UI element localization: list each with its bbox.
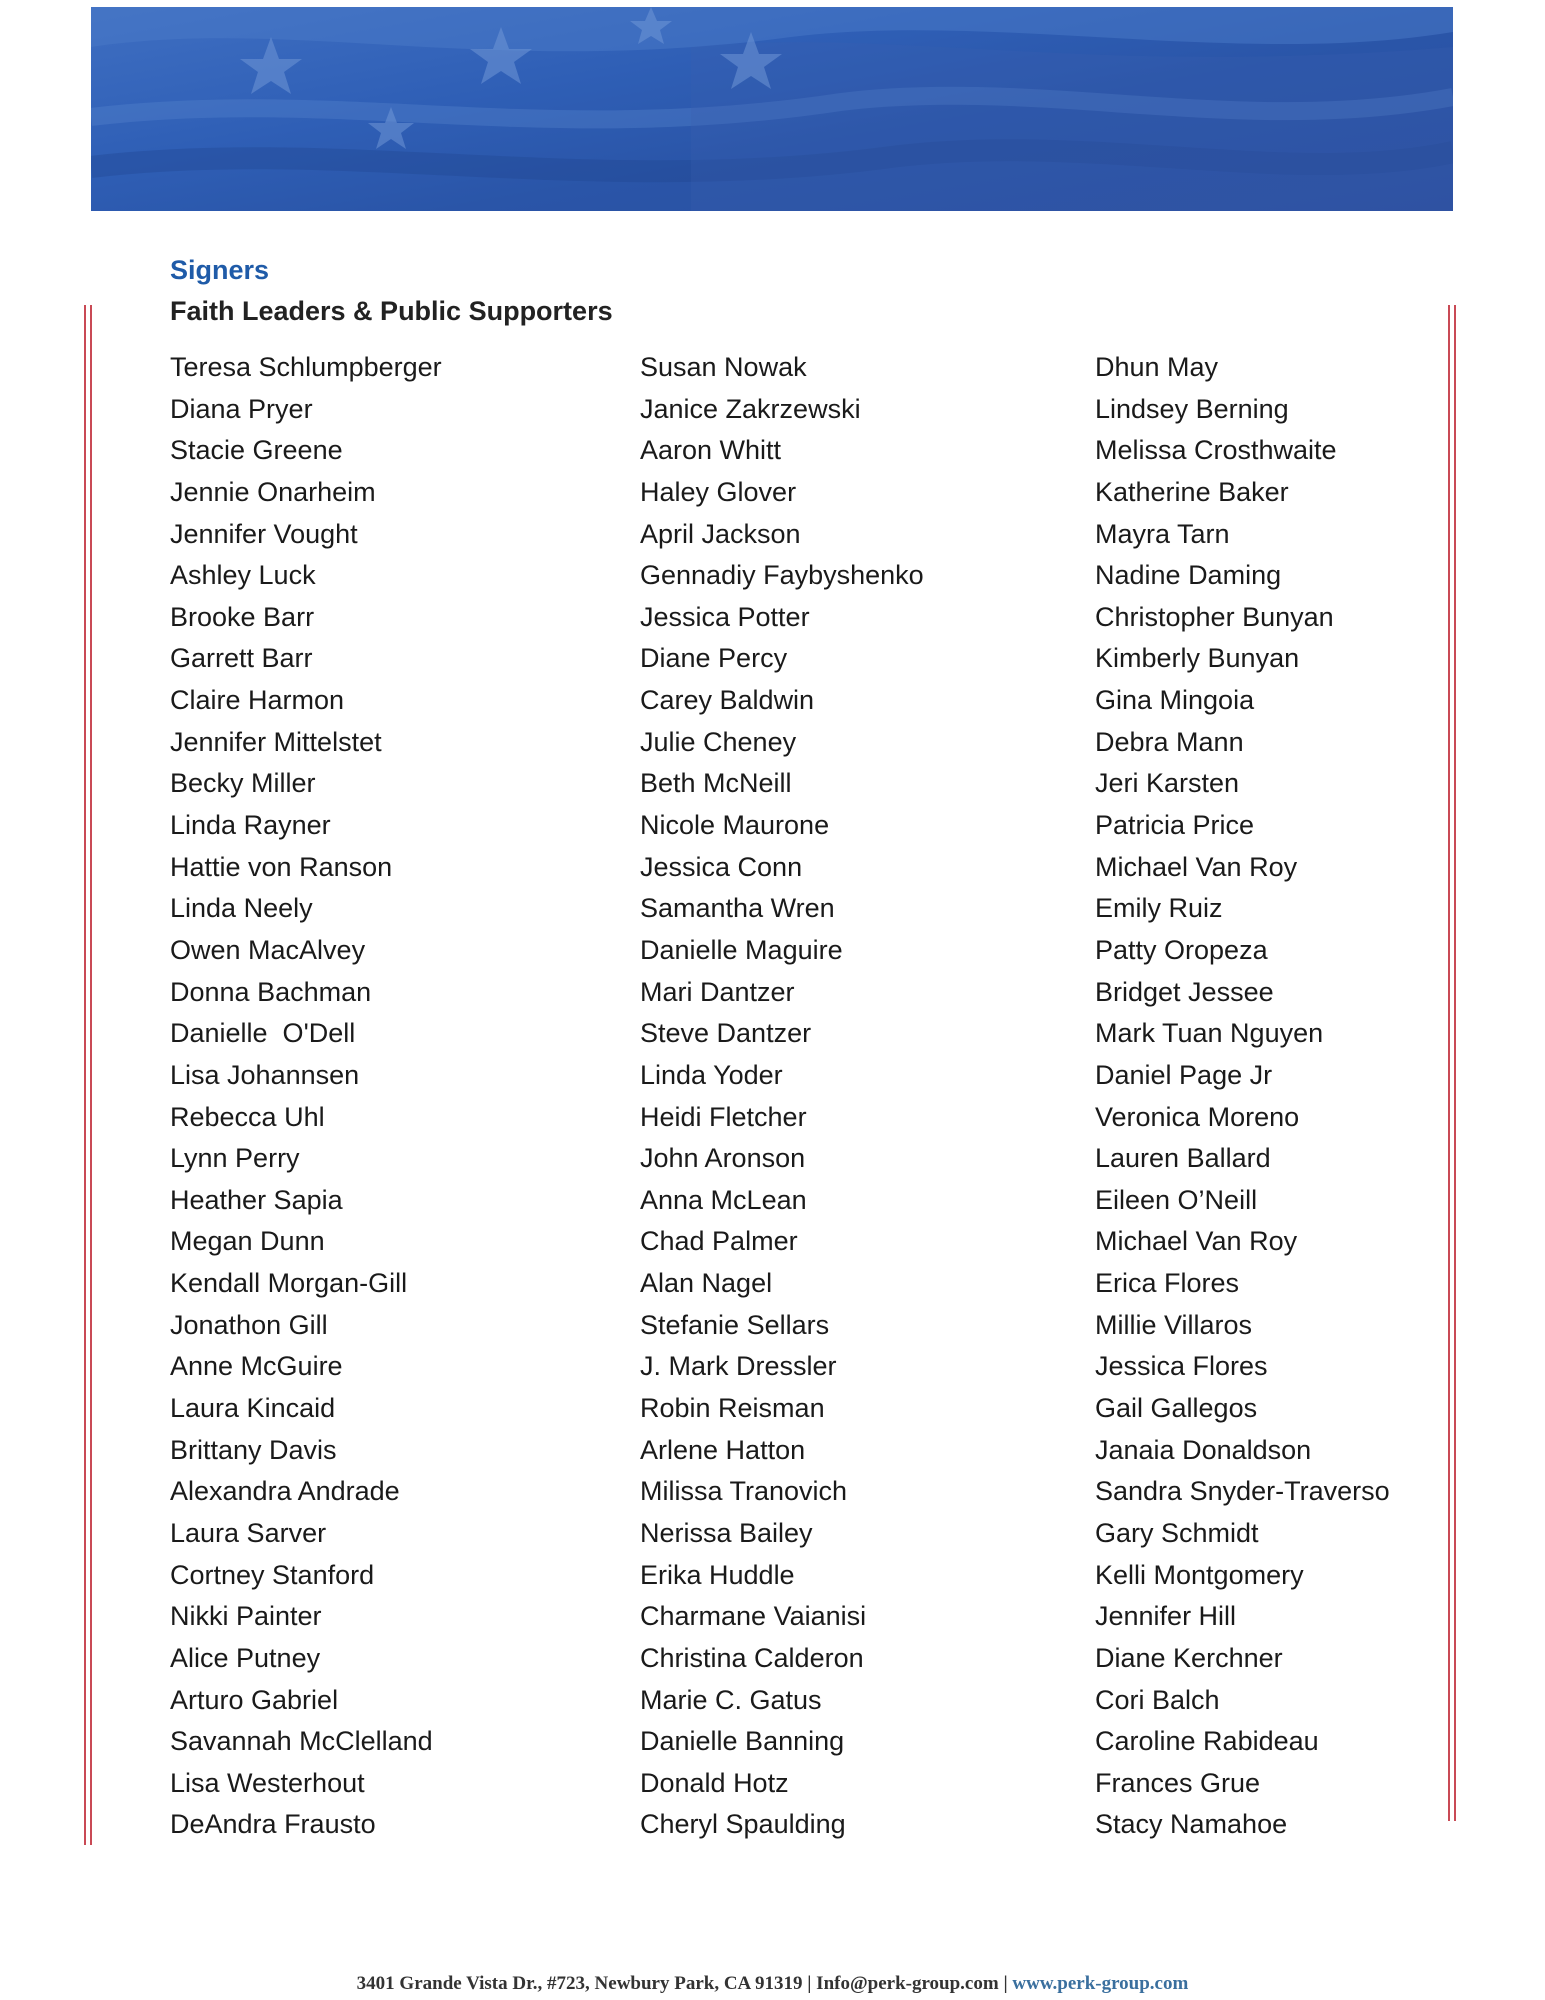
- signer-name: Savannah McClelland: [170, 1726, 433, 1757]
- signer-name: Cortney Stanford: [170, 1559, 375, 1590]
- signer-name: J. Mark Dressler: [640, 1351, 837, 1382]
- flag-image: [91, 7, 1453, 211]
- signer-name: Jessica Potter: [640, 601, 810, 632]
- signer-name: Mayra Tarn: [1095, 518, 1230, 549]
- section-subtitle: Faith Leaders & Public Supporters: [170, 296, 613, 326]
- signer-name: Cheryl Spaulding: [640, 1809, 846, 1840]
- signer-name: Arlene Hatton: [640, 1434, 806, 1465]
- signer-name: DeAndra Frausto: [170, 1809, 376, 1840]
- signer-name: Brittany Davis: [170, 1434, 337, 1465]
- signer-name: Diane Kerchner: [1095, 1642, 1283, 1673]
- signer-name: Lisa Johannsen: [170, 1059, 360, 1090]
- signer-name: Stacie Greene: [170, 435, 343, 466]
- signers-column-1: [170, 347, 442, 1846]
- signer-name: Gary Schmidt: [1095, 1517, 1259, 1548]
- signer-name: Michael Van Roy: [1095, 1226, 1298, 1257]
- signer-name: Hattie von Ranson: [170, 851, 393, 882]
- signer-name: Garrett Barr: [170, 643, 313, 674]
- signer-name: Anne McGuire: [170, 1351, 343, 1382]
- signer-name: Aaron Whitt: [640, 435, 782, 466]
- signer-name: Jeri Karsten: [1095, 768, 1240, 799]
- signer-name: Katherine Baker: [1095, 476, 1289, 507]
- signer-name: Marie C. Gatus: [640, 1684, 822, 1715]
- signer-name: Melissa Crosthwaite: [1095, 435, 1337, 466]
- signer-name: Stacy Namahoe: [1095, 1809, 1288, 1840]
- footer-email[interactable]: Info@perk-group.com: [816, 1973, 999, 1994]
- signer-name: Lynn Perry: [170, 1143, 300, 1174]
- signer-name: Steve Dantzer: [640, 1018, 812, 1049]
- signer-name: Lindsey Berning: [1095, 393, 1289, 424]
- signer-name: Alan Nagel: [640, 1268, 773, 1299]
- signer-name: Laura Kincaid: [170, 1393, 336, 1424]
- signer-name: Linda Rayner: [170, 810, 331, 841]
- signers-column-2: [640, 347, 924, 1846]
- footer-separator: |: [802, 1973, 817, 1994]
- signer-name: Charmane Vaianisi: [640, 1601, 867, 1632]
- signer-name: Jennifer Hill: [1095, 1601, 1237, 1632]
- signer-name: Beth McNeill: [640, 768, 792, 799]
- signer-name: Debra Mann: [1095, 726, 1244, 757]
- signer-name: Patty Oropeza: [1095, 934, 1268, 965]
- signer-name: Frances Grue: [1095, 1767, 1261, 1798]
- signer-name: John Aronson: [640, 1143, 806, 1174]
- signer-name: April Jackson: [640, 518, 801, 549]
- signer-name: Janice Zakrzewski: [640, 393, 861, 424]
- signer-name: Arturo Gabriel: [170, 1684, 339, 1715]
- signer-name: Sandra Snyder-Traverso: [1095, 1476, 1390, 1507]
- signer-name: Jennifer Vought: [170, 518, 358, 549]
- signer-name: Bridget Jessee: [1095, 976, 1274, 1007]
- signer-name: Gina Mingoia: [1095, 685, 1255, 716]
- right-border-rule: [1448, 305, 1456, 1821]
- signer-name: Danielle O'Dell: [170, 1018, 356, 1049]
- signer-name: Haley Glover: [640, 476, 797, 507]
- signer-name: Kelli Montgomery: [1095, 1559, 1304, 1590]
- signer-name: Susan Nowak: [640, 352, 807, 382]
- signer-name: Jonathon Gill: [170, 1309, 328, 1340]
- signer-name: Donald Hotz: [640, 1767, 789, 1798]
- signer-name: Alexandra Andrade: [170, 1476, 400, 1507]
- signer-name: Linda Yoder: [640, 1059, 783, 1090]
- signer-name: Brooke Barr: [170, 601, 315, 632]
- signer-name: Heidi Fletcher: [640, 1101, 807, 1132]
- signer-name: Samantha Wren: [640, 893, 835, 924]
- signer-name: Heather Sapia: [170, 1184, 343, 1215]
- signer-name: Eileen O’Neill: [1095, 1184, 1258, 1215]
- signer-name: Janaia Donaldson: [1095, 1434, 1312, 1465]
- signer-name: Nicole Maurone: [640, 810, 830, 841]
- signer-name: Donna Bachman: [170, 976, 372, 1007]
- signer-name: Patricia Price: [1095, 810, 1255, 841]
- signer-name: Christopher Bunyan: [1095, 601, 1334, 632]
- signer-name: Lauren Ballard: [1095, 1143, 1271, 1174]
- signer-name: Millie Villaros: [1095, 1309, 1253, 1340]
- signer-name: Chad Palmer: [640, 1226, 798, 1257]
- signer-name: Becky Miller: [170, 768, 316, 799]
- signer-name: Julie Cheney: [640, 726, 797, 757]
- signer-name: Jennifer Mittelstet: [170, 726, 382, 757]
- signer-name: Diane Percy: [640, 643, 788, 674]
- signer-name: Nerissa Bailey: [640, 1517, 813, 1548]
- footer-website-link[interactable]: www.perk-group.com: [1012, 1973, 1189, 1994]
- signer-name: Stefanie Sellars: [640, 1309, 830, 1340]
- signer-name: Lisa Westerhout: [170, 1767, 365, 1798]
- section-title: Signers: [170, 255, 270, 285]
- signer-name: Mari Dantzer: [640, 976, 795, 1007]
- signer-name: Caroline Rabideau: [1095, 1726, 1319, 1757]
- signer-name: Nadine Daming: [1095, 560, 1282, 591]
- footer-address: 3401 Grande Vista Dr., #723, Newbury Park, CA 91319: [356, 1973, 803, 1994]
- signer-name: Robin Reisman: [640, 1393, 825, 1424]
- signer-name: Emily Ruiz: [1095, 893, 1223, 924]
- signer-name: Milissa Tranovich: [640, 1476, 848, 1507]
- signer-name: Gennadiy Faybyshenko: [640, 560, 924, 591]
- signer-name: Christina Calderon: [640, 1642, 864, 1673]
- signer-name: Dhun May: [1095, 352, 1219, 382]
- signer-name: Daniel Page Jr: [1095, 1059, 1273, 1090]
- signer-name: Kimberly Bunyan: [1095, 643, 1300, 674]
- signer-name: Laura Sarver: [170, 1517, 327, 1548]
- footer-separator: |: [998, 1973, 1013, 1994]
- signer-name: Danielle Banning: [640, 1726, 845, 1757]
- signer-name: Kendall Morgan-Gill: [170, 1268, 408, 1299]
- signer-name: Owen MacAlvey: [170, 934, 366, 965]
- signer-name: Mark Tuan Nguyen: [1095, 1018, 1324, 1049]
- signer-name: Gail Gallegos: [1095, 1393, 1258, 1424]
- signer-name: Michael Van Roy: [1095, 851, 1298, 882]
- signer-name: Megan Dunn: [170, 1226, 325, 1257]
- signer-name: Erika Huddle: [640, 1559, 795, 1590]
- signer-name: Jessica Conn: [640, 851, 803, 882]
- signer-name: Claire Harmon: [170, 685, 345, 716]
- signer-name: Veronica Moreno: [1095, 1101, 1300, 1132]
- signers-column-3: [1095, 347, 1390, 1846]
- signer-name: Erica Flores: [1095, 1268, 1240, 1299]
- signer-name: Anna McLean: [640, 1184, 807, 1215]
- signer-name: Nikki Painter: [170, 1601, 322, 1632]
- signer-name: Carey Baldwin: [640, 685, 815, 716]
- signer-name: Danielle Maguire: [640, 934, 843, 965]
- flag-banner: [91, 7, 1453, 211]
- signer-name: Ashley Luck: [170, 560, 316, 591]
- signer-name: Teresa Schlumpberger: [170, 352, 442, 382]
- signer-name: Cori Balch: [1095, 1684, 1220, 1715]
- signer-name: Jennie Onarheim: [170, 476, 376, 507]
- signer-name: Diana Pryer: [170, 393, 313, 424]
- signer-name: Rebecca Uhl: [170, 1101, 325, 1132]
- signer-name: Jessica Flores: [1095, 1351, 1268, 1382]
- footer: [0, 1973, 1545, 1995]
- signer-name: Alice Putney: [170, 1642, 321, 1673]
- signer-name: Linda Neely: [170, 893, 313, 924]
- left-border-rule: [84, 305, 92, 1845]
